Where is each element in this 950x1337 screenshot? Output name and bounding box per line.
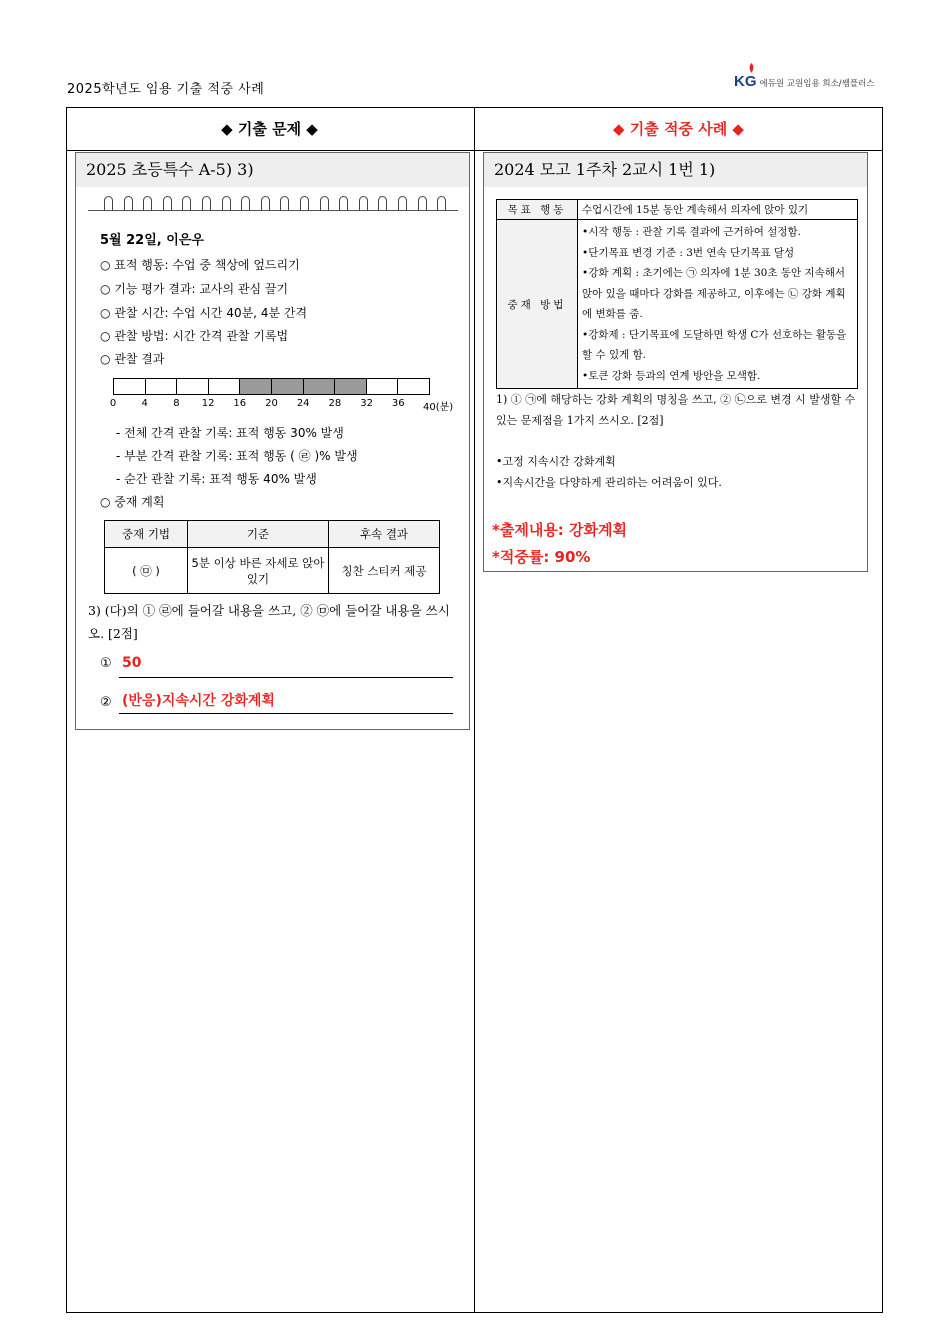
method-label: 중재 방법 <box>497 220 578 389</box>
interval-cell <box>146 379 178 394</box>
plan-label: ○ 중재 계획 <box>100 495 165 509</box>
notebook-rings <box>104 196 446 210</box>
note-line: ○ 표적 행동: 수업 중 책상에 엎드리기 <box>100 258 300 272</box>
right-column-heading: ◆ 기출 적중 사례 ◆ <box>613 120 744 138</box>
logo-brand: KG <box>734 74 757 90</box>
method-items: •시작 행동 : 관찰 기록 결과에 근거하여 설정함. •단기목표 변경 기준 : 3번 연속 단기목표 달성 •강화 계획 : 초기에는 ㉠ 의자에 1분 30초 동안 지속해서 앉아 있을 때마다 강화를 제공하고, 이후에는 ㉡ 강화 계획에 변화를 줌. •강화제 : 단기목표에 도달하면 학생 C가 선호하는 활동을 할 수 있게 함. •토큰 강화 등과의 연계 방안을 모색함. <box>578 220 858 389</box>
tick-label: 12 <box>201 398 215 409</box>
kg-eduone-logo <box>734 66 875 90</box>
tick-label: 20 <box>265 398 278 409</box>
interval-cell <box>272 379 304 394</box>
goal-label: 목표 행동 <box>497 200 578 220</box>
hit-case-title: 2024 모고 1주차 2교시 1번 1) <box>484 153 867 187</box>
interval-cell <box>177 379 209 394</box>
goal-behavior-table <box>496 199 858 389</box>
interval-cell <box>114 379 146 394</box>
tick-label: 4 <box>141 398 148 409</box>
hit-question-text: 1) ① ㉠에 해당하는 강화 계획의 명칭을 쓰고, ② ㉡으로 변경 시 발생할 수 있는 문제점을 1가지 쓰시오. [2점] <box>496 393 856 427</box>
record-line: - 부분 간격 관찰 기록: 표적 행동 ( ㉣ )% 발생 <box>116 449 358 463</box>
interval-cell <box>398 379 429 394</box>
plan-header: 기준 <box>188 521 329 548</box>
plan-header: 중재 기법 <box>105 521 188 548</box>
logo-flame-icon <box>748 63 755 73</box>
exam-question-title: 2025 초등특수 A-5) 3) <box>76 153 469 187</box>
answer-text: (반응)지속시간 강화계획 <box>122 693 275 709</box>
header-divider <box>66 150 883 151</box>
interval-cell <box>335 379 367 394</box>
note-line: ○ 관찰 결과 <box>100 352 165 366</box>
answer-text: 50 <box>122 655 142 671</box>
tick-label: 24 <box>296 398 310 409</box>
record-line: - 순간 관찰 기록: 표적 행동 40% 발생 <box>116 472 317 486</box>
answer-number: ① <box>100 656 112 671</box>
answer-underline <box>119 677 453 678</box>
note-date: 5월 22일, 이은우 <box>100 233 204 248</box>
interval-recording-bar <box>113 378 430 395</box>
plan-header: 후속 결과 <box>329 521 440 548</box>
note-line: ○ 관찰 방법: 시간 간격 관찰 기록법 <box>100 329 289 343</box>
note-line: ○ 기능 평가 결과: 교사의 관심 끌기 <box>100 282 289 296</box>
answer-underline <box>119 713 453 714</box>
tick-label: 16 <box>233 398 247 409</box>
plan-cell: 칭찬 스티커 제공 <box>329 548 440 594</box>
intervention-plan-table <box>104 520 440 594</box>
notebook-top-line <box>88 210 458 211</box>
note-line: ○ 관찰 시간: 수업 시간 40분, 4분 간격 <box>100 306 308 320</box>
column-divider <box>474 107 475 1313</box>
interval-cell <box>209 379 241 394</box>
tick-label: 32 <box>360 398 373 409</box>
tick-label: 40(분) <box>423 402 454 413</box>
record-line: - 전체 간격 관찰 기록: 표적 행동 30% 발생 <box>116 426 344 440</box>
highlight-rate: *적중률: 90% <box>492 548 591 566</box>
left-column-heading: ◆ 기출 문제 ◆ <box>221 120 318 138</box>
hit-answer-line: •고정 지속시간 강화계획 <box>496 455 616 468</box>
plan-cell: ( ㉤ ) <box>105 548 188 594</box>
document-title: 2025학년도 임용 기출 적중 사례 <box>67 82 265 97</box>
plan-cell: 5분 이상 바른 자세로 앉아 있기 <box>188 548 329 594</box>
tick-label: 28 <box>328 398 342 409</box>
logo-text: 에듀원 교원임용 희소/쌤플러스 <box>759 79 875 89</box>
goal-text: 수업시간에 15분 동안 계속해서 의자에 앉아 있기 <box>578 200 858 220</box>
exam-question-text: 3) (다)의 ① ㉣에 들어갈 내용을 쓰고, ② ㉤에 들어갈 내용을 쓰시오. [2점] <box>88 603 450 641</box>
interval-cell <box>304 379 336 394</box>
hit-answer-line: •지속시간을 다양하게 관리하는 어려움이 있다. <box>496 476 722 489</box>
tick-label: 0 <box>109 398 117 409</box>
highlight-topic: *출제내용: 강화계획 <box>492 521 627 539</box>
tick-label: 36 <box>391 398 405 409</box>
interval-cell <box>367 379 399 394</box>
interval-cell <box>240 379 272 394</box>
tick-label: 8 <box>173 398 180 409</box>
answer-number: ② <box>100 695 112 710</box>
